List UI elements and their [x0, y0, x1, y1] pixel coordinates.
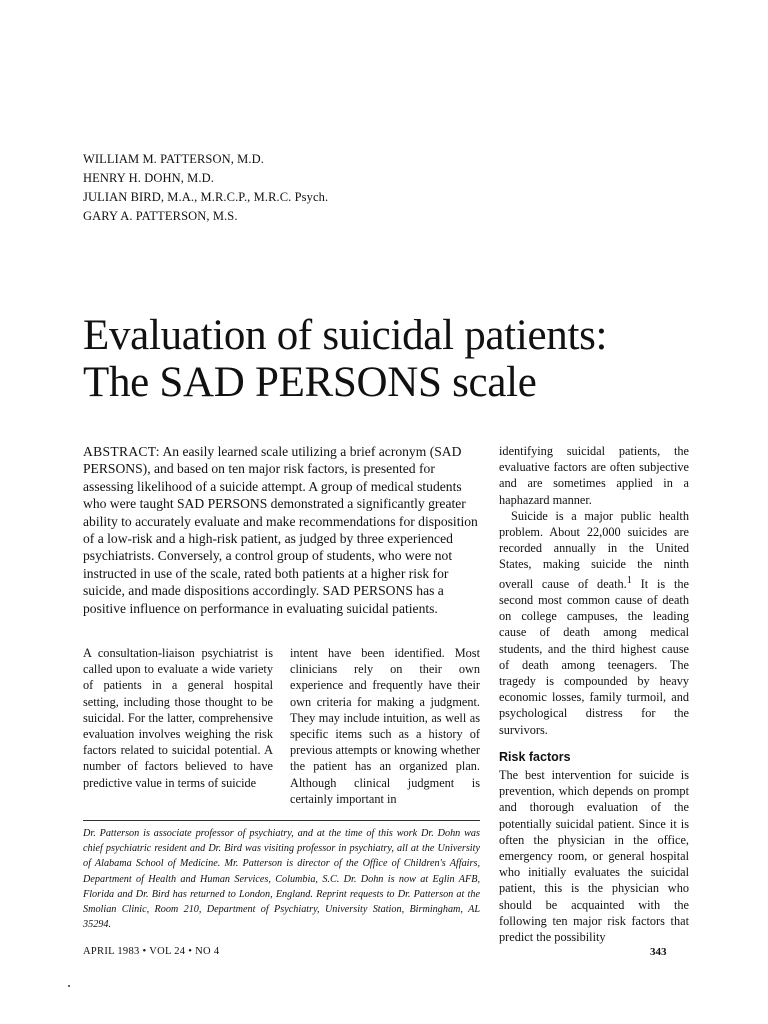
footnote-divider: [83, 820, 480, 821]
abstract-text: An easily learned scale utilizing a brief acronym (SAD PERSONS), and based on ten major risk factors, is presented for assessing likelihood of a suicide attempt. A group of medical students who were taught SAD PERSONS demonstrated a significantly greater ability to accurately evaluate and make recommendations for disposition of a low-risk and a high-risk patient, as judged by three experienced psychiatrists. Conversely, a control group of students, who were not instructed in use of the scale, rated both patients at a higher risk for suicide, and made dispositions accordingly. SAD PERSONS has a positive influence on performance in evaluating suicidal patients.: [83, 444, 478, 616]
body-paragraph: [499, 508, 689, 738]
author-name: JULIAN BIRD, M.A., M.R.C.P., M.R.C. Psych.: [83, 190, 329, 204]
body-column-3: [499, 443, 689, 945]
paragraph-text: It is the second most common cause of death on college campuses, the leading cause of death among medical students, and the third highest cause of death among teenagers. The tragedy is compounded by heavy economic losses, family turmoil, and psychological distress for the survivors.: [499, 576, 689, 737]
reference-marker: 1: [626, 574, 632, 586]
body-paragraph: intent have been identified. Most clinicians rely on their own experience and frequently have their own criteria for making a judgment. They may include intuition, as well as specific items such as a history of previous attempts or knowing whether the patient has an organized plan. Although clinical judgment is certainly important in: [290, 646, 480, 806]
body-column-2: [290, 645, 480, 807]
title-line-1: Evaluation of suicidal patients:: [83, 312, 608, 359]
abstract: [83, 443, 483, 617]
page-number: 343: [650, 946, 667, 958]
journal-issue-info: APRIL 1983 • VOL 24 • NO 4: [83, 946, 220, 957]
body-column-1: [83, 645, 273, 791]
scan-speck: [68, 985, 70, 987]
article-title: [83, 312, 723, 406]
author-name: HENRY H. DOHN, M.D.: [83, 171, 214, 185]
title-line-2: The SAD PERSONS scale: [83, 359, 537, 406]
author-affiliation-footnote: Dr. Patterson is associate professor of psychiatry, and at the time of this work Dr. Dohn was chief psychiatric resident and Dr. Bird was visiting professor in psychiatry, all at the University of Alabama School of Medicine. Mr. Patterson is director of the Office of Children's Affairs, Department of Health and Human Services, Columbia, S.C. Dr. Dohn is now at Eglin AFB, Florida and Dr. Bird has returned to London, England. Reprint requests to Dr. Patterson at the Smolian Clinic, Room 210, Department of Psychiatry, University Station, Birmingham, AL 35294.: [83, 828, 480, 931]
author-name: GARY A. PATTERSON, M.S.: [83, 209, 238, 223]
body-paragraph: A consultation-liaison psychiatrist is called upon to evaluate a wide variety of patients in a general hospital setting, including those thought to be suicidal. For the latter, comprehensive evaluation involves weighing the risk factors related to suicidal potential. A number of factors believed to have predictive value in terms of suicide: [83, 646, 273, 790]
section-heading: Risk factors: [499, 749, 571, 764]
paragraph-text: Suicide is a major public health problem. About 22,000 suicides are recorded annually in the United States, making suicide the ninth overall cause of death.: [499, 508, 689, 591]
body-paragraph: identifying suicidal patients, the evaluative factors are often subjective and are sometimes applied in a haphazard manner.: [499, 444, 689, 507]
body-paragraph: The best intervention for suicide is prevention, which depends on prompt and thorough evaluation of the potentially suicidal patient. Since it is often the physician in the office, emergency room, or general hospital who initially evaluates the suicidal patient, this is the physician who should be acquainted with the following ten major risk factors that predict the possibility: [499, 767, 689, 944]
abstract-label: ABSTRACT:: [83, 444, 160, 459]
author-name: WILLIAM M. PATTERSON, M.D.: [83, 152, 264, 166]
author-list: [83, 150, 328, 226]
